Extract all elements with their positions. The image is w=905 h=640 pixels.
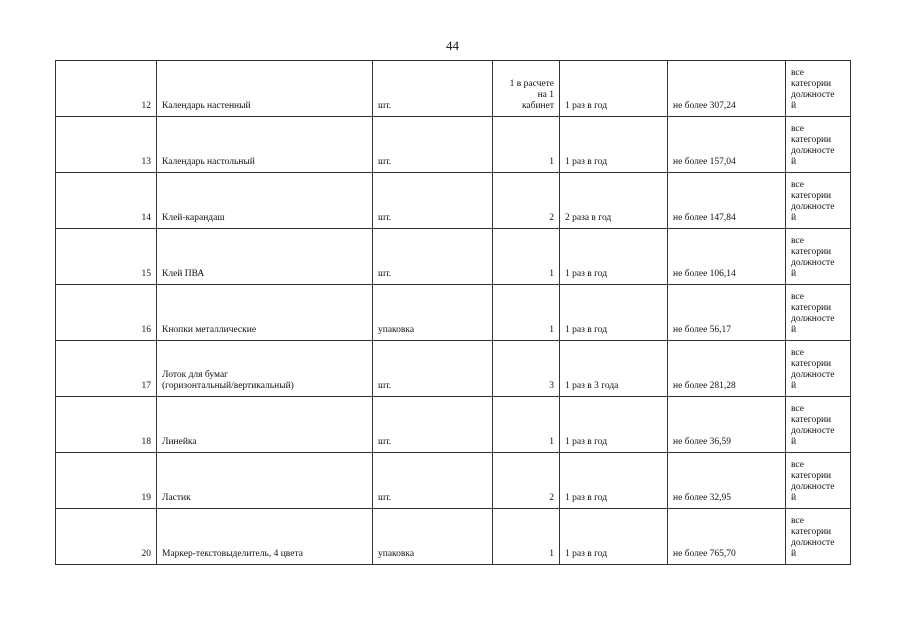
quantity-cell: 2 (493, 173, 560, 229)
category-text-line: категории (791, 415, 832, 425)
period-cell: 1 раз в год (560, 509, 668, 565)
quantity-cell: 1 (493, 285, 560, 341)
period-cell: 1 раз в год (560, 397, 668, 453)
row-number-cell: 12 (56, 61, 157, 117)
category-cell (786, 341, 851, 397)
row-number-cell: 17 (56, 341, 157, 397)
unit-cell: упаковка (373, 285, 493, 341)
category-text-line: категории (791, 303, 832, 313)
row-number-cell: 13 (56, 117, 157, 173)
item-name-cell: Маркер-текстовыделитель, 4 цвета (157, 509, 373, 565)
items-table-body (56, 61, 851, 565)
category-text-line: все (791, 292, 804, 302)
category-text-line: все (791, 180, 804, 190)
category-cell (786, 397, 851, 453)
category-cell (786, 117, 851, 173)
category-text-line: все (791, 348, 804, 358)
row-number-cell: 20 (56, 509, 157, 565)
unit-cell: шт. (373, 117, 493, 173)
category-text-line: должносте (791, 146, 835, 156)
item-name-cell: Клей-карандаш (157, 173, 373, 229)
quantity-cell: 1 (493, 397, 560, 453)
category-text-line: должносте (791, 314, 835, 324)
row-number-cell: 14 (56, 173, 157, 229)
unit-cell: шт. (373, 173, 493, 229)
category-cell (786, 173, 851, 229)
category-text-line: категории (791, 79, 832, 89)
category-text-line: категории (791, 471, 832, 481)
quantity-cell: 3 (493, 341, 560, 397)
item-name-cell: Календарь настенный (157, 61, 373, 117)
item-name-cell: Клей ПВА (157, 229, 373, 285)
category-text-line: все (791, 516, 804, 526)
category-text-line: все (791, 404, 804, 414)
items-table (55, 60, 851, 565)
table-row (56, 453, 851, 509)
category-cell (786, 509, 851, 565)
category-cell (786, 285, 851, 341)
table-row (56, 173, 851, 229)
period-cell: 1 раз в год (560, 117, 668, 173)
table-row (56, 509, 851, 565)
quantity-cell: 1 (493, 509, 560, 565)
item-name-cell: Календарь настольный (157, 117, 373, 173)
quantity-cell: 1 (493, 229, 560, 285)
category-text-line: должносте (791, 370, 835, 380)
table-row (56, 117, 851, 173)
item-name-cell: Линейка (157, 397, 373, 453)
category-text-line: должносте (791, 258, 835, 268)
category-text-line: все (791, 124, 804, 134)
category-text-line: й (791, 325, 797, 335)
item-name-cell: Лоток для бумаг (горизонтальный/вертикальный) (157, 341, 373, 397)
category-text-line: все (791, 236, 804, 246)
category-text-line: категории (791, 191, 832, 201)
unit-cell: шт. (373, 397, 493, 453)
category-text-line: й (791, 493, 797, 503)
price-cell: не более 157,04 (668, 117, 786, 173)
price-cell: не более 56,17 (668, 285, 786, 341)
period-cell: 1 раз в год (560, 229, 668, 285)
period-cell: 1 раз в год (560, 285, 668, 341)
price-cell: не более 36,59 (668, 397, 786, 453)
row-number-cell: 15 (56, 229, 157, 285)
category-text-line: категории (791, 359, 832, 369)
category-cell (786, 453, 851, 509)
category-text-line: все (791, 460, 804, 470)
category-text-line: должносте (791, 90, 835, 100)
category-text-line: должносте (791, 538, 835, 548)
table-row (56, 397, 851, 453)
row-number-cell: 19 (56, 453, 157, 509)
category-text-line: категории (791, 527, 832, 537)
category-cell (786, 229, 851, 285)
table-row (56, 341, 851, 397)
price-cell: не более 765,70 (668, 509, 786, 565)
category-text-line: й (791, 437, 797, 447)
category-cell (786, 61, 851, 117)
category-text-line: должносте (791, 482, 835, 492)
period-cell: 1 раз в год (560, 453, 668, 509)
category-text-line: категории (791, 135, 832, 145)
period-cell: 2 раза в год (560, 173, 668, 229)
category-text-line: й (791, 213, 797, 223)
period-cell: 1 раз в год (560, 61, 668, 117)
quantity-cell: 1 в расчете на 1 кабинет (493, 61, 560, 117)
price-cell: не более 281,28 (668, 341, 786, 397)
unit-cell: шт. (373, 61, 493, 117)
category-text-line: должносте (791, 426, 835, 436)
unit-cell: шт. (373, 341, 493, 397)
price-cell: не более 32,95 (668, 453, 786, 509)
table-row (56, 285, 851, 341)
period-cell: 1 раз в 3 года (560, 341, 668, 397)
row-number-cell: 18 (56, 397, 157, 453)
category-text-line: й (791, 269, 797, 279)
price-cell: не более 106,14 (668, 229, 786, 285)
item-name-cell: Ластик (157, 453, 373, 509)
category-text-line: категории (791, 247, 832, 257)
item-name-cell: Кнопки металлические (157, 285, 373, 341)
page-number: 44 (446, 38, 459, 53)
category-text-line: й (791, 157, 797, 167)
table-row (56, 229, 851, 285)
category-text-line: все (791, 68, 804, 78)
unit-cell: упаковка (373, 509, 493, 565)
category-text-line: й (791, 101, 797, 111)
quantity-cell: 1 (493, 117, 560, 173)
category-text-line: й (791, 549, 797, 559)
quantity-cell: 2 (493, 453, 560, 509)
unit-cell: шт. (373, 453, 493, 509)
unit-cell: шт. (373, 229, 493, 285)
row-number-cell: 16 (56, 285, 157, 341)
table-row (56, 61, 851, 117)
price-cell: не более 147,84 (668, 173, 786, 229)
category-text-line: й (791, 381, 797, 391)
price-cell: не более 307,24 (668, 61, 786, 117)
category-text-line: должносте (791, 202, 835, 212)
